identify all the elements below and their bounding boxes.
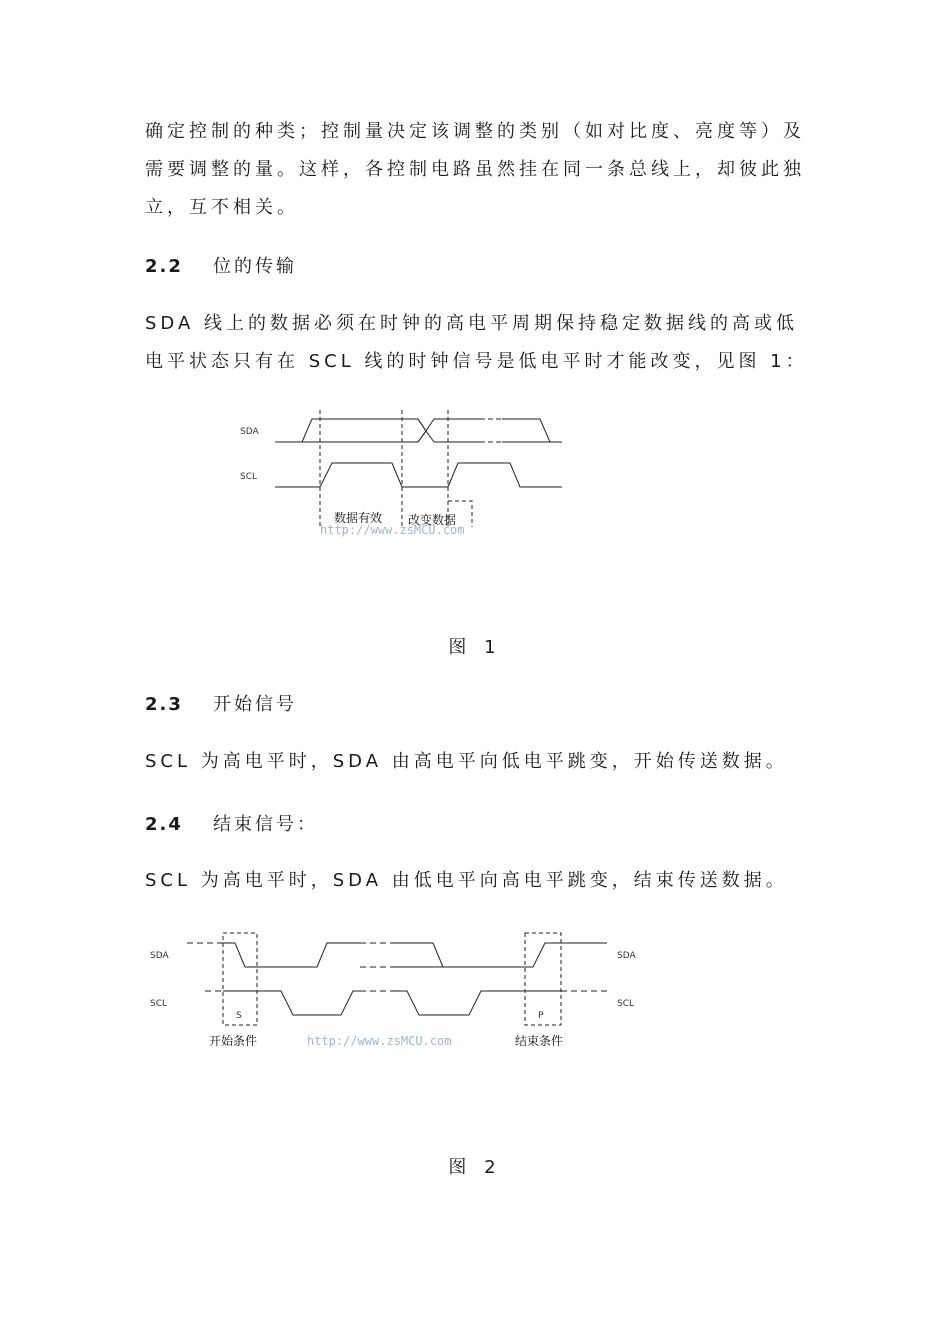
section-title: 位的传输 (213, 256, 297, 277)
paragraph-control-types: 确定控制的种类；控制量决定该调整的类别（如对比度、亮度等）及需要调整的量。这样，各控制电路虽然挂在同一条总线上，却彼此独立，互不相关。 (145, 121, 805, 218)
section-title: 开始信号 (213, 694, 297, 715)
scl-left-label: SCL (150, 999, 168, 1009)
section-number: 2.2 (145, 256, 183, 277)
scl-label: SCL (240, 472, 258, 482)
section-heading-2-4 (145, 810, 318, 836)
section-number: 2.4 (145, 814, 183, 835)
figure-2-start-stop-timing (145, 925, 645, 1055)
scl-waveform (275, 463, 562, 487)
figure-2-caption: 图 2 (448, 1157, 502, 1178)
sda-label: SDA (240, 427, 259, 437)
section-title: 结束信号： (213, 814, 318, 835)
sda-right-label: SDA (617, 951, 636, 961)
paragraph-bit-transfer: SDA 线上的数据必须在时钟的高电平周期保持稳定数据线的高或低电平状态只有在 SCL 线的时钟信号是低电平时才能改变，见图 1： (145, 313, 808, 372)
start-letter: S (236, 1011, 242, 1021)
figure-1-caption: 图 1 (448, 637, 502, 658)
scl-right-label: SCL (617, 999, 635, 1009)
paragraph-stop-signal: SCL 为高电平时，SDA 由低电平向高电平跳变，结束传送数据。 (145, 870, 788, 891)
scl-waveform (205, 991, 611, 1015)
start-condition-label: 开始条件 (209, 1034, 258, 1048)
section-heading-2-2 (145, 252, 297, 278)
section-number: 2.3 (145, 694, 183, 715)
sda-left-label: SDA (150, 951, 169, 961)
watermark: http://www.zsMCU.com (307, 1034, 452, 1048)
stop-condition-label: 结束条件 (515, 1034, 564, 1048)
section-heading-2-3 (145, 690, 297, 716)
paragraph-start-signal: SCL 为高电平时，SDA 由高电平向低电平跳变，开始传送数据。 (145, 751, 788, 772)
watermark: http://www.zsMCU.com (320, 523, 465, 537)
figure-1-bit-transfer-timing (230, 405, 580, 540)
sda-waveform (275, 419, 562, 442)
stop-letter: P (538, 1011, 544, 1021)
sda-waveform (187, 943, 607, 967)
data-valid-label: 数据有效 (334, 511, 383, 525)
data-change-label: 改变数据 (408, 513, 457, 527)
timing-markers (320, 410, 472, 527)
